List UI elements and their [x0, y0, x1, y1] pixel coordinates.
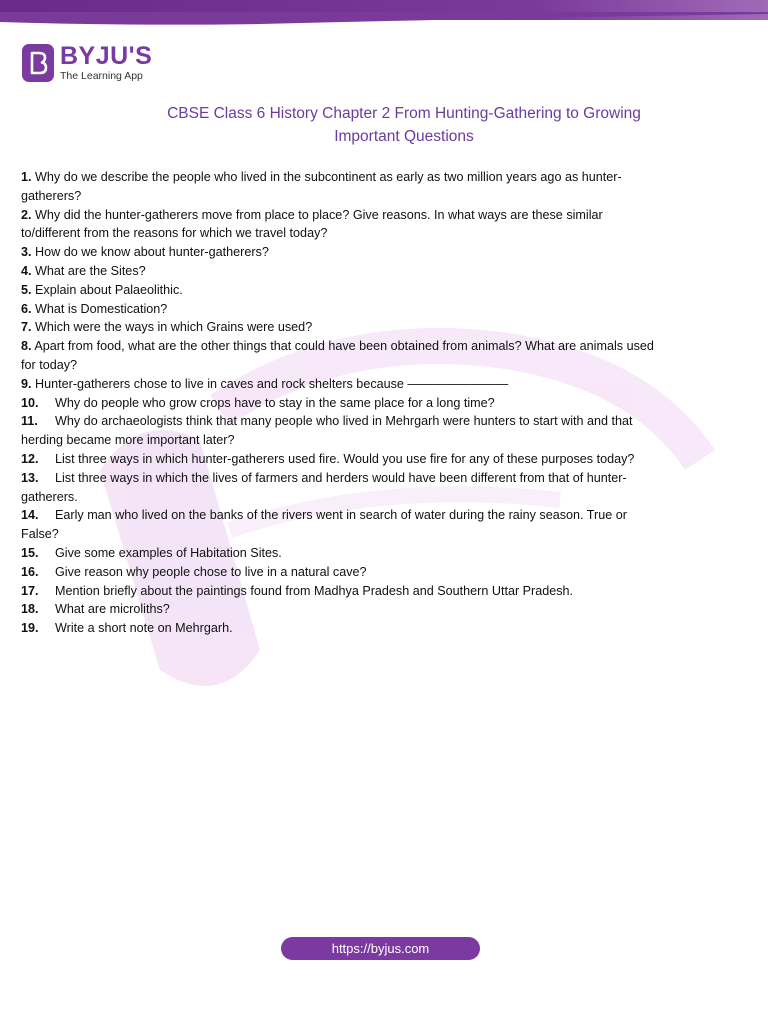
question-item: 1. Why do we describe the people who lived in the subcontinent as early as two million years ago as hunter-gatherers?	[21, 170, 622, 203]
page-title	[0, 102, 768, 148]
question-item: 3. How do we know about hunter-gatherers?	[21, 245, 269, 260]
brand-name: BYJU'S	[60, 42, 153, 71]
footer-url-link[interactable]: https://byjus.com	[281, 937, 480, 960]
question-item: 13. List three ways in which the lives of farmers and herders would have been different from that of hunter-gatherers.	[21, 470, 627, 504]
question-list	[21, 168, 661, 638]
question-item: 11. Why do archaeologists think that many people who lived in Mehrgarh were hunters to start with and that herding became more important later?	[21, 414, 633, 448]
question-item: 15. Give some examples of Habitation Sites.	[21, 545, 282, 560]
question-item: 16. Give reason why people chose to live in a natural cave?	[21, 564, 367, 579]
question-item: 18. What are microliths?	[21, 602, 170, 617]
question-item: 8. Apart from food, what are the other things that could have been obtained from animals? What are animals used for today?	[21, 339, 654, 372]
question-item: 5. Explain about Palaeolithic.	[21, 282, 183, 297]
question-item: 4. What are the Sites?	[21, 263, 146, 278]
brand-logo[interactable]	[22, 44, 152, 82]
question-item: 2. Why did the hunter-gatherers move from place to place? Give reasons. In what ways are these similar to/different from the reasons for which we travel today?	[21, 207, 603, 241]
title-line-1: CBSE Class 6 History Chapter 2 From Hunting-Gathering to Growing	[167, 105, 641, 122]
byjus-logo-icon	[22, 44, 54, 82]
brand-tagline: The Learning App	[60, 70, 143, 83]
question-item: 17. Mention briefly about the paintings found from Madhya Pradesh and Southern Uttar Pradesh.	[21, 583, 574, 598]
question-item: 7. Which were the ways in which Grains were used?	[21, 320, 313, 335]
question-item: 12. List three ways in which hunter-gatherers used fire. Would you use fire for any of these purposes today?	[21, 451, 635, 466]
question-item: 6. What is Domestication?	[21, 301, 168, 316]
question-item: 19. Write a short note on Mehrgarh.	[21, 621, 233, 636]
question-item: 9. Hunter-gatherers chose to live in caves and rock shelters because ————————	[21, 376, 509, 391]
question-item: 14. Early man who lived on the banks of the rivers went in search of water during the rainy season. True or False?	[21, 508, 627, 542]
question-item: 10. Why do people who grow crops have to stay in the same place for a long time?	[21, 395, 495, 410]
header-curve	[0, 12, 768, 26]
title-line-2: Important Questions	[334, 128, 474, 145]
